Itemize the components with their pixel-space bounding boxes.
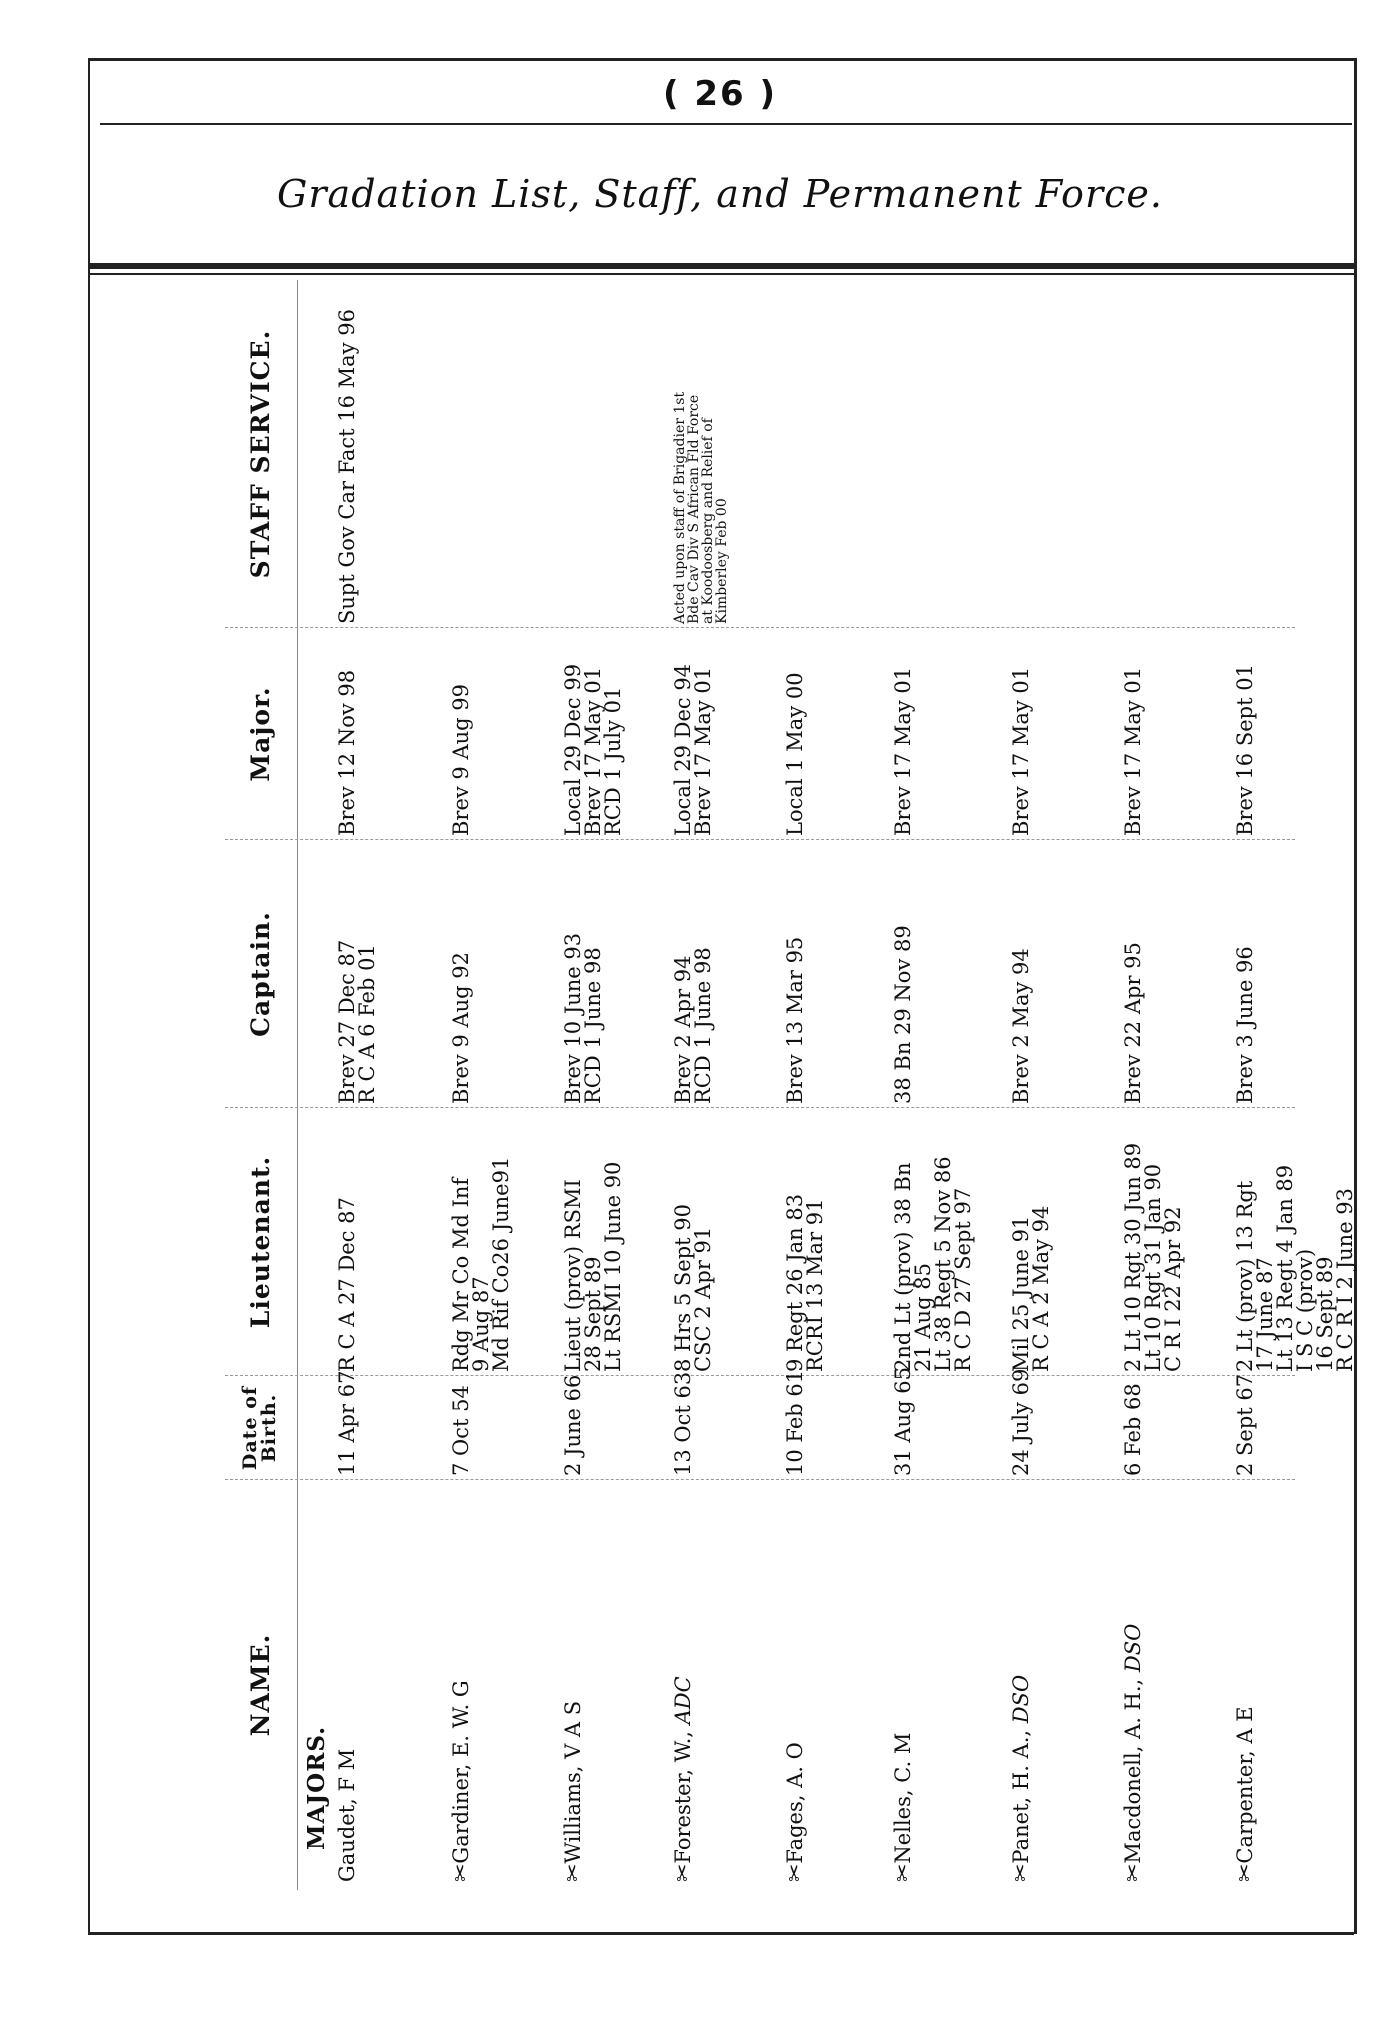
staff-entry: Kimberley Feb 00 <box>714 498 730 624</box>
lieutenant-entry: 2 Lt 10 Rgt 30 Jun 89 <box>1121 1142 1145 1372</box>
page-number: ( 26 ) <box>662 74 778 114</box>
lieutenant-entry: 16 Sept 89 <box>1313 1256 1337 1372</box>
scissor-icon: ✂ <box>783 1863 808 1882</box>
captain-entry: RCD 1 June 98 <box>691 947 715 1104</box>
major-entry: Brev 16 Sept 01 <box>1233 664 1257 836</box>
lieutenant-entry: C R I 22 Apr 92 <box>1161 1206 1185 1372</box>
header-rule-mid <box>100 123 1352 125</box>
lieutenant-entry: Rdg Mr Co Md Inf <box>449 1177 473 1372</box>
cell-captain <box>451 842 569 1104</box>
birth-date: 6 Feb 68 <box>1121 1383 1145 1476</box>
captain-entry: Brev 3 June 96 <box>1233 946 1257 1104</box>
cell-lieutenant <box>785 1110 903 1372</box>
cell-major <box>1011 630 1129 836</box>
cell-name <box>1235 1482 1353 1882</box>
major-entry: Brev 12 Nov 98 <box>335 669 359 836</box>
table-row <box>1011 280 1129 1890</box>
table-row <box>673 280 791 1890</box>
header-rule-thin <box>88 273 1354 275</box>
cell-staff <box>785 284 903 624</box>
name-text <box>1235 1482 1256 1882</box>
birth-date: 24 July 69 <box>1009 1368 1033 1476</box>
cell-captain <box>1123 842 1241 1104</box>
person-name: Williams, V A S <box>561 1700 585 1864</box>
decoration-suffix: DSO <box>1009 1674 1033 1724</box>
cell-captain <box>673 842 791 1104</box>
scissor-icon: ✂ <box>891 1863 916 1882</box>
staff-entry: Bde Cav Div S African Fld Force <box>686 394 702 624</box>
scissor-icon: ✂ <box>1233 1863 1258 1882</box>
table-row <box>563 280 681 1890</box>
lieutenant-entry: R C D 27 Sept 97 <box>951 1187 975 1372</box>
birth-date: 13 Oct 63 <box>671 1371 695 1476</box>
staff-entry: at Koodoosberg and Relief of <box>700 418 716 624</box>
captain-entry: R C A 6 Feb 01 <box>355 944 379 1104</box>
cell-birth <box>1009 1368 1129 1476</box>
decoration-suffix: ADC <box>671 1676 695 1725</box>
captain-entry: Brev 22 Apr 95 <box>1121 942 1145 1104</box>
cell-birth <box>1233 1373 1353 1476</box>
lieutenant-entry: Mil 25 June 91 <box>1009 1215 1033 1372</box>
lieutenant-entry: R C A 2 May 94 <box>1029 1205 1053 1372</box>
cell-lieutenant <box>451 1110 569 1372</box>
header-rule-top <box>88 58 1354 61</box>
cell-lieutenant <box>893 1110 1011 1372</box>
section-heading-majors: MAJORS. <box>303 1725 330 1850</box>
col-lieutenant-header: Lieutenant. <box>245 1155 275 1329</box>
cell-birth <box>563 1376 681 1476</box>
cell-lieutenant <box>1011 1110 1129 1372</box>
table-row <box>1123 280 1241 1890</box>
cell-name <box>785 1482 903 1882</box>
cell-staff <box>1011 284 1129 624</box>
cell-birth <box>335 1370 455 1476</box>
gradation-table <box>225 280 1357 1890</box>
col-captain-header: Captain. <box>245 911 275 1037</box>
lieutenant-entry: I S C (prov) <box>1293 1248 1317 1372</box>
scissor-icon: ✂ <box>1009 1863 1034 1882</box>
cell-birth <box>891 1367 1011 1476</box>
cell-major <box>1235 630 1353 836</box>
name-text <box>1011 1482 1032 1882</box>
lieutenant-entry: Lt RSMI 10 June 90 <box>601 1161 625 1372</box>
captain-entry: Brev 10 June 93 <box>561 932 585 1104</box>
name-text <box>893 1482 914 1882</box>
captain-entry: Brev 27 Dec 87 <box>335 939 359 1104</box>
captain-entry: 38 Bn 29 Nov 89 <box>891 925 915 1104</box>
cell-lieutenant <box>673 1110 791 1372</box>
major-entry: Brev 9 Aug 99 <box>449 683 473 836</box>
cell-captain <box>785 842 903 1104</box>
cell-captain <box>1235 842 1353 1104</box>
lieutenant-entry: Lt 38 Regt 5 Nov 86 <box>931 1156 955 1372</box>
table-row <box>1233 280 1357 1890</box>
cell-staff <box>1235 284 1353 624</box>
cell-lieutenant <box>1233 1110 1357 1372</box>
person-name: Forester, W., <box>671 1724 695 1864</box>
major-entry: Brev 17 May 01 <box>581 666 605 836</box>
cell-birth <box>671 1371 791 1476</box>
cell-captain <box>893 842 1011 1104</box>
col-birth-header: Date of Birth. <box>239 1385 280 1471</box>
scissor-icon: ✂ <box>561 1863 586 1882</box>
cell-name <box>451 1482 569 1882</box>
cell-major <box>893 630 1011 836</box>
birth-date: 31 Aug 65 <box>891 1367 915 1476</box>
lieutenant-entry: 8 Hrs 5 Sept 90 <box>671 1204 695 1372</box>
cell-name <box>673 1482 791 1882</box>
captain-entry: Brev 13 Mar 95 <box>783 936 807 1104</box>
cell-major <box>337 630 455 836</box>
col-name-header: NAME. <box>245 1633 275 1737</box>
cell-birth <box>783 1369 903 1476</box>
major-entry: RCD 1 July 01 <box>601 686 625 836</box>
page-title: Gradation List, Staff, and Permanent Force. <box>277 172 1163 216</box>
col-staff-header: STAFF SERVICE. <box>245 329 275 579</box>
table-row <box>785 280 903 1890</box>
lieutenant-entry: Md Rif Co26 June91 <box>489 1156 513 1372</box>
major-entry: Brev 17 May 01 <box>1009 666 1033 836</box>
cell-captain <box>1011 842 1129 1104</box>
birth-date: 2 June 66 <box>561 1374 585 1476</box>
person-name: Fages, A. O <box>783 1742 807 1864</box>
name-text <box>785 1482 806 1882</box>
cell-birth <box>1123 1376 1241 1476</box>
birth-date: 10 Feb 61 <box>783 1369 807 1476</box>
name-text <box>673 1482 694 1882</box>
name-text <box>451 1482 472 1882</box>
cell-name <box>893 1482 1011 1882</box>
person-name: Panet, H. A., <box>1009 1723 1033 1864</box>
lieutenant-entry: RCRI 13 Mar 91 <box>803 1198 827 1372</box>
cell-lieutenant <box>337 1110 455 1372</box>
cell-lieutenant <box>563 1110 681 1372</box>
lieutenant-entry: 28 Sept 89 <box>581 1256 605 1372</box>
table-row <box>337 280 455 1890</box>
lieutenant-entry: 2nd Lt (prov) 38 Bn <box>891 1162 915 1372</box>
cell-captain <box>337 842 455 1104</box>
scissor-icon: ✂ <box>1121 1863 1146 1882</box>
lieutenant-entry: Lt 10 Rgt 31 Jan 90 <box>1141 1163 1165 1372</box>
major-entry: Brev 17 May 01 <box>1121 666 1145 836</box>
birth-date: 2 Sept 67 <box>1233 1373 1257 1476</box>
cell-staff <box>893 284 1011 624</box>
table-row <box>893 280 1011 1890</box>
cell-major <box>785 630 903 836</box>
major-entry: Local 1 May 00 <box>783 672 807 836</box>
cell-captain <box>563 842 681 1104</box>
person-name: Carpenter, A E <box>1233 1706 1257 1864</box>
captain-entry: Brev 2 May 94 <box>1009 948 1033 1104</box>
cell-major <box>1123 630 1241 836</box>
person-name: Gardiner, E. W. G <box>449 1680 473 1864</box>
cell-major <box>673 630 791 836</box>
major-entry: Brev 17 May 01 <box>891 666 915 836</box>
lieutenant-entry: 9 Aug 87 <box>469 1276 493 1372</box>
lieutenant-entry: 21 Aug 85 <box>911 1263 935 1372</box>
scissor-icon: ✂ <box>671 1863 696 1882</box>
name-text <box>1123 1482 1144 1882</box>
col-major-header: Major. <box>245 686 275 782</box>
lieutenant-entry: Lieut (prov) RSMI <box>561 1179 585 1372</box>
major-entry: Local 29 Dec 94 <box>671 663 695 836</box>
lieutenant-entry: CSC 2 Apr 91 <box>691 1226 715 1372</box>
major-entry: Local 29 Dec 99 <box>561 663 585 836</box>
lieutenant-entry: 17 June 87 <box>1253 1257 1277 1372</box>
cell-staff <box>1123 284 1241 624</box>
header-rule-thick <box>88 263 1354 269</box>
captain-entry: RCD 1 June 98 <box>581 947 605 1104</box>
name-text <box>563 1482 584 1882</box>
staff-entry: Acted upon staff of Brigadier 1st <box>672 391 688 624</box>
lieutenant-entry: R C R I 2 June 93 <box>1333 1187 1357 1372</box>
cell-staff <box>337 284 455 624</box>
captain-entry: Brev 2 Apr 94 <box>671 955 695 1104</box>
major-entry: Brev 17 May 01 <box>691 666 715 836</box>
cell-staff <box>563 284 681 624</box>
lieutenant-entry: R C A 27 Dec 87 <box>335 1197 359 1372</box>
cell-staff <box>451 284 569 624</box>
cell-name <box>563 1482 681 1882</box>
scissor-icon: ✂ <box>449 1863 474 1882</box>
cell-staff <box>673 284 791 624</box>
decoration-suffix: DSO <box>1121 1623 1145 1673</box>
staff-entry: Supt Gov Car Fact 16 May 96 <box>335 309 359 624</box>
birth-date: 11 Apr 67 <box>335 1370 359 1476</box>
person-name: Macdonell, A. H., <box>1121 1672 1145 1864</box>
cell-name <box>1011 1482 1129 1882</box>
cell-name <box>1123 1482 1241 1882</box>
lieutenant-entry: 9 Regt 26 Jan 83 <box>783 1193 807 1372</box>
table-row <box>451 280 569 1890</box>
cell-major <box>563 630 681 836</box>
name-text <box>337 1482 357 1882</box>
birth-date: 7 Oct 54 <box>449 1385 473 1476</box>
footer-rule <box>88 1932 1354 1935</box>
cell-name <box>337 1482 455 1882</box>
lieutenant-entry: 2 Lt (prov) 13 Rgt <box>1233 1180 1257 1372</box>
cell-lieutenant <box>1123 1110 1241 1372</box>
cell-major <box>451 630 569 836</box>
captain-entry: Brev 9 Aug 92 <box>449 951 473 1104</box>
lieutenant-entry: Lt 13 Regt 4 Jan 89 <box>1273 1164 1297 1372</box>
cell-birth <box>451 1376 569 1476</box>
person-name: Gaudet, F M <box>335 1748 359 1882</box>
person-name: Nelles, C. M <box>891 1732 915 1864</box>
